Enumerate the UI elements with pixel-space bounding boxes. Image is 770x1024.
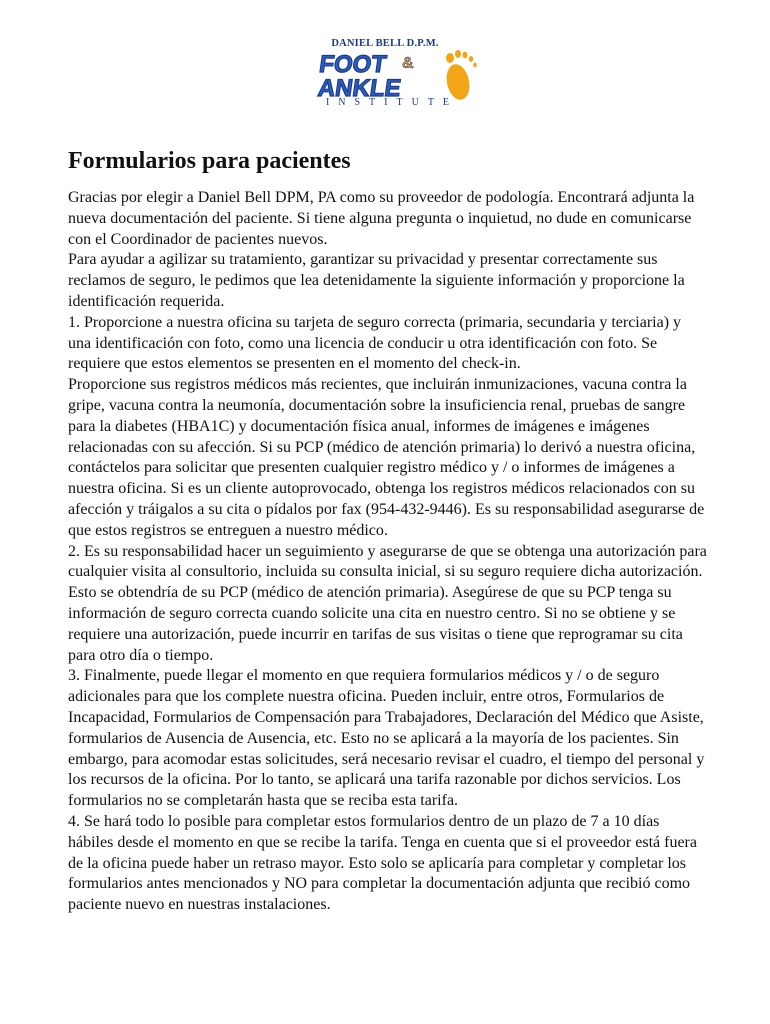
page-title: Formularios para pacientes [68,148,351,174]
logo-institute: INSTITUTE [325,97,459,108]
paragraph-purpose: Para ayudar a agilizar su tratamiento, garantizar su privacidad y presentar correctamente sus reclamos de seguro, le pedimos que lea detenidamente la siguiente información y proporcione la identificación requerida. [68,251,685,310]
clinic-logo [308,38,478,112]
paragraph-intro: Gracias por elegir a Daniel Bell DPM, PA como su proveedor de podología. Encontrará adjunta la nueva documentación del paciente. Si tiene alguna pregunta o inquietud, no dude en comunicarse con el Coordinador de pacientes nuevos. [68,189,695,248]
paragraph-item-3: 3. Finalmente, puede llegar el momento en que requiera formularios médicos y / o de seguro adicionales para que los complete nuestra oficina. Pueden incluir, entre otros, Formularios de Incapacidad, Formularios de Compensación para Trabajadores, Declaración del Médico que Asiste, formularios de Ausencia de Ausencia, etc. Esto no se aplicará a la mayoría de los pacientes. Sin embargo, para acomodar estas solicitudes, será necesario revisar el cuadro, el tiempo del personal y los recursos de la oficina. Por lo tanto, se aplicará una tarifa razonable por dichos servicios. Los formularios no se completarán hasta que se reciba esta tarifa. [68,667,705,810]
paragraph-item-1: 1. Proporcione a nuestra oficina su tarjeta de seguro correcta (primaria, secundaria y terciaria) y una identificación con foto, como una licencia de conducir u otra identificación con foto. Se requiere que estos elementos se presenten en el momento del check-in. [68,313,682,373]
logo-ampersand: & [402,55,414,72]
logo-word-ankle: ANKLE [316,75,403,102]
logo-word-foot: FOOT [317,51,388,78]
paragraph-item-2: 2. Es su responsabilidad hacer un seguimiento y asegurarse de que se obtenga una autorización para cualquier visita al consultorio, incluida su consulta inicial, si su seguro requiere dicha autorización. Esto se obtendría de su PCP (médico de atención primaria). Asegúrese de que su PCP tenga su información de seguro correcta cuando solicite una cita en nuestro centro. Si no se obtiene y se requiere una autorización, puede incurrir en tarifas de sus visitas o tiene que reprogramar su cita para otro día o tiempo. [68,542,707,664]
footprint-icon [443,50,476,102]
document-body [68,146,708,916]
paragraph-medical-records: Proporcione sus registros médicos más recientes, que incluirán inmunizaciones, vacuna contra la gripe, vacuna contra la neumonía, documentación sobre la insuficiencia renal, pruebas de sangre para la diabetes (HBA1C) y documentación física anual, informes de imágenes e imágenes relacionadas con su afección. Si su PCP (médico de atención primaria) lo derivó a nuestra oficina, contáctelos para solicitar que presenten cualquier registro médico y / o informes de imágenes a nuestra oficina. Si es un cliente autoprovocado, obtenga los registros médicos relacionados con su afección y tráigalos a su cita o pídalos por fax (954-432-9446). Es su responsabilidad asegurarse de que estos registros se entreguen a nuestro médico. [68,376,705,539]
paragraph-item-4: 4. Se hará todo lo posible para completar estos formularios dentro de un plazo de 7 a 10 días hábiles desde el momento en que se recibe la tarifa. Tenga en cuenta que si el proveedor está fuera de la oficina puede haber un retraso mayor. Esto solo se aplicaría para completar y completar los formularios antes mencionados y NO para completar la documentación adjunta que recibió como paciente nuevo en nuestras instalaciones. [68,812,697,914]
logo-doctor-name: DANIEL BELL D.P.M. [331,38,439,49]
